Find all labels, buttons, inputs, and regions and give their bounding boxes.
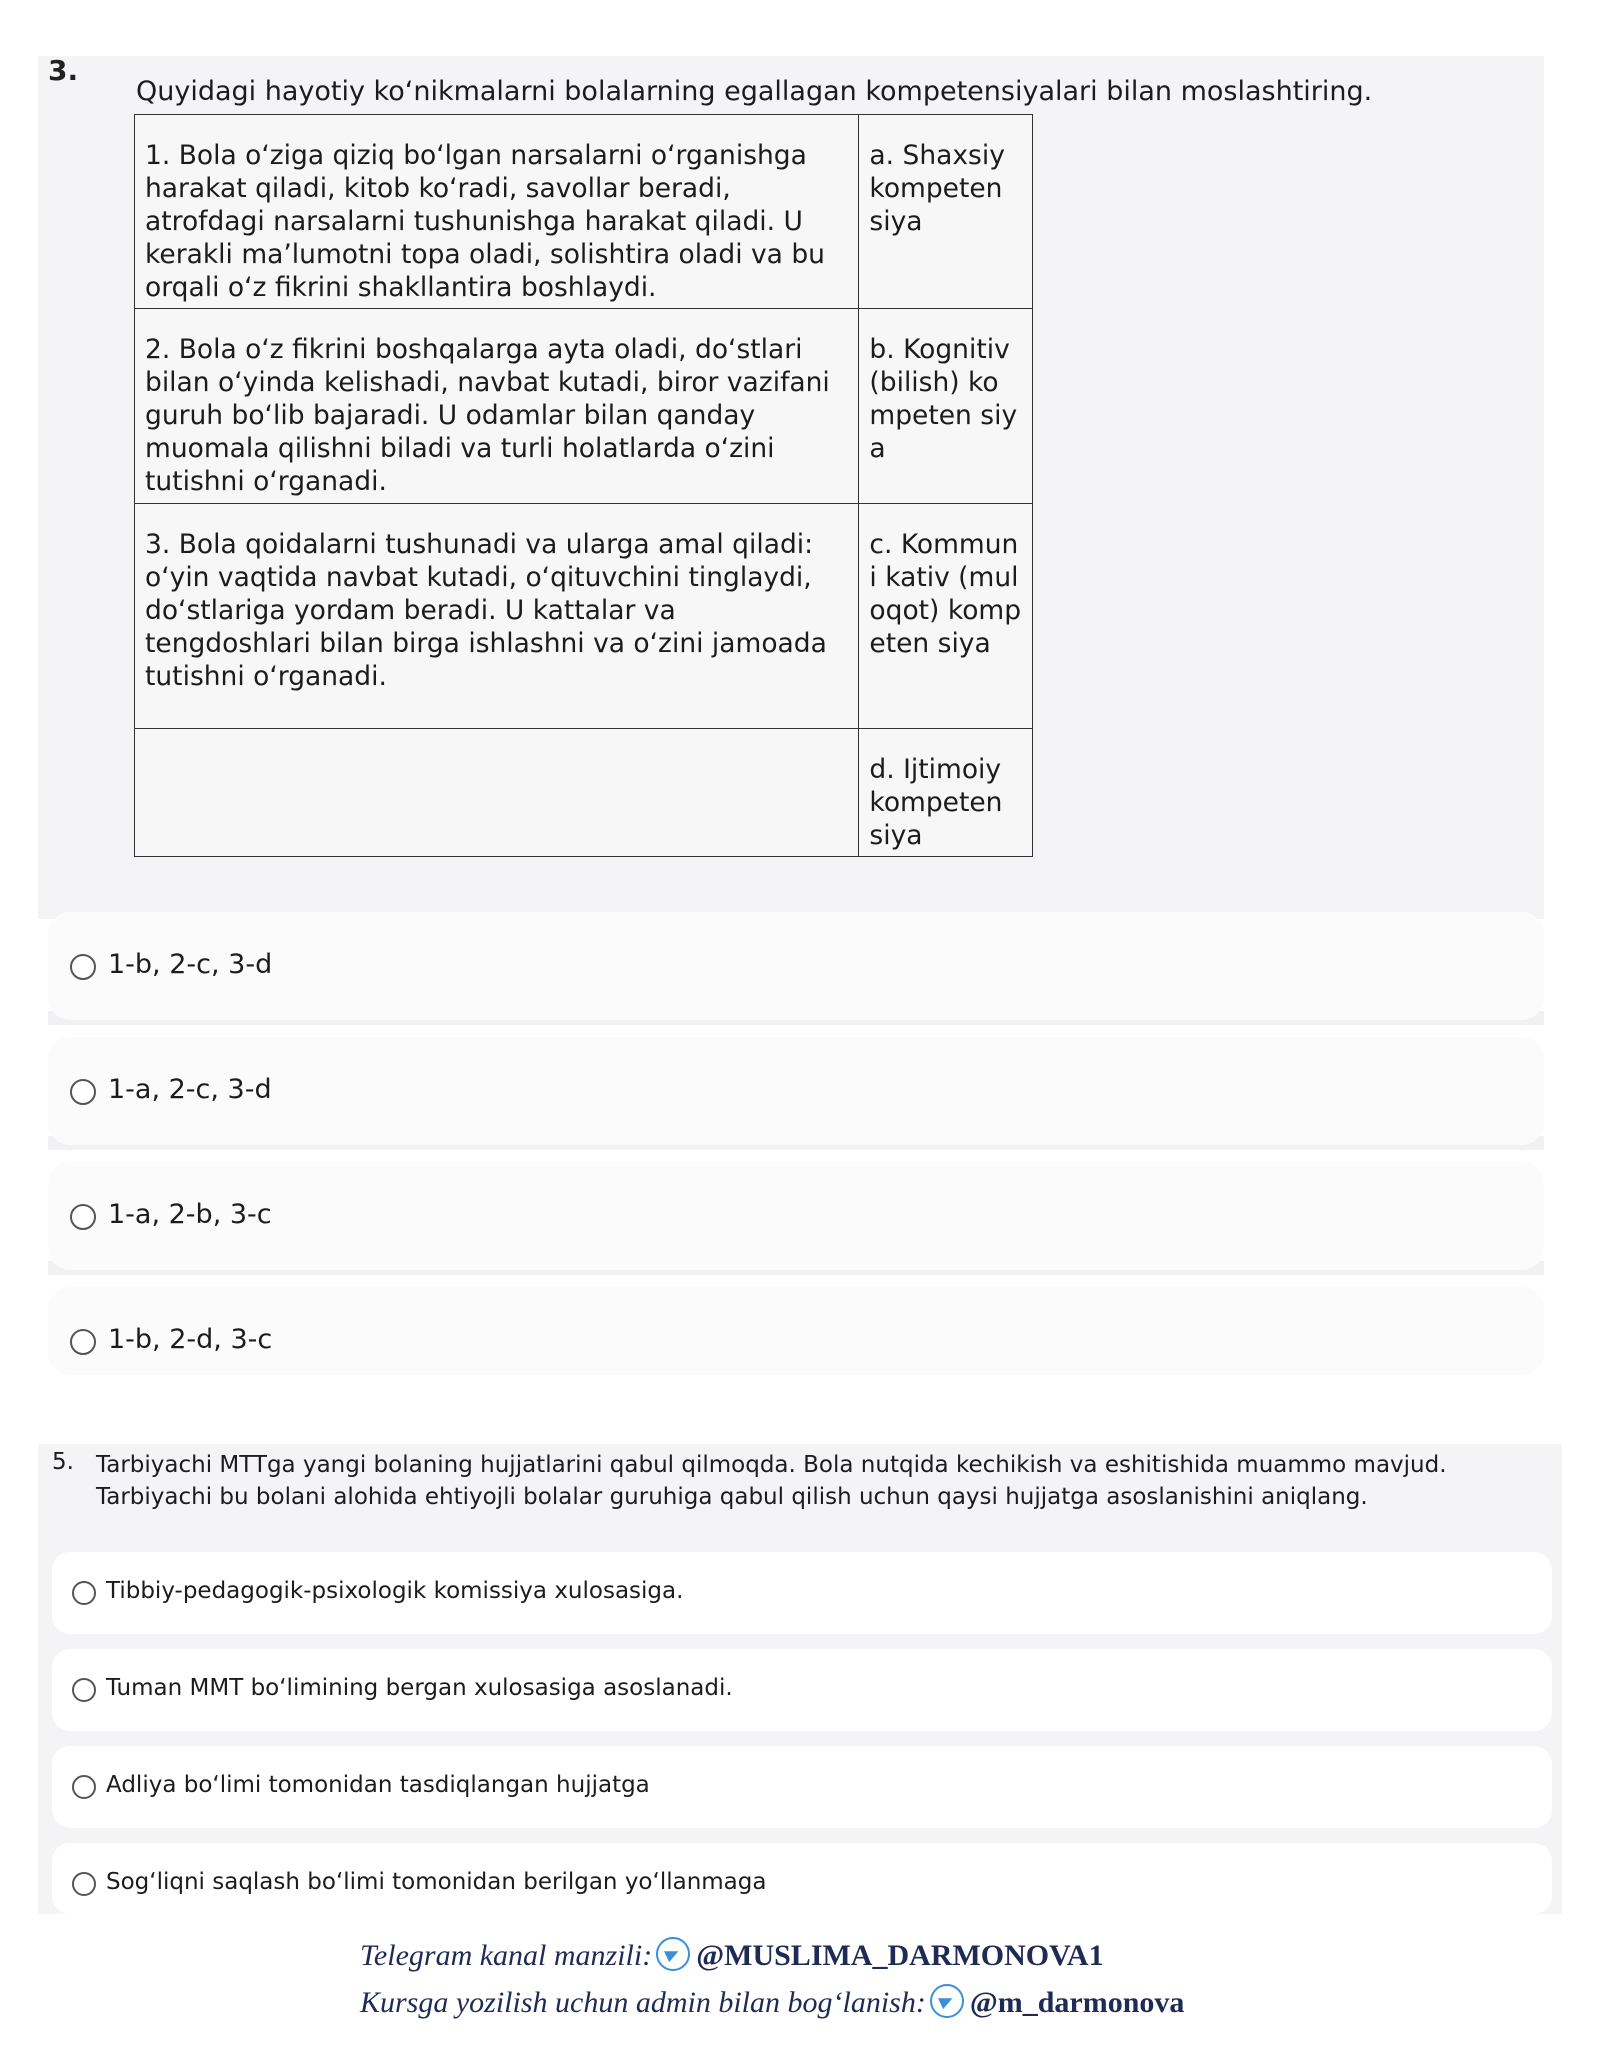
footer-admin-handle[interactable]: @m_darmonova bbox=[969, 1986, 1185, 2019]
option-label: Tuman MMT bo‘limining bergan xulosasiga asoslanadi. bbox=[106, 1675, 733, 1701]
footer-admin-line bbox=[360, 1984, 1184, 2020]
competency-cell: a. Shaxsiy kompeten siya bbox=[859, 115, 1033, 309]
answer-option[interactable] bbox=[48, 1162, 1544, 1270]
competency-cell: b. Kognitiv (bilish) kompeten siya bbox=[859, 309, 1033, 504]
skill-cell bbox=[135, 729, 859, 857]
radio-button[interactable] bbox=[72, 1581, 96, 1605]
question-number: 5. bbox=[52, 1449, 74, 1475]
skill-cell: 1. Bola o‘ziga qiziq bo‘lgan narsalarni o‘rganishga harakat qiladi, kitob ko‘radi, savollar beradi, atrofdagi narsalarni tushunishga harakat qiladi. U kerakli ma’lumotni topa oladi, solishtira oladi va bu orqali o‘z fikrini shakllantira boshlaydi. bbox=[135, 115, 859, 309]
footer-channel-label: Telegram kanal manzili: bbox=[360, 1939, 653, 1972]
radio-button[interactable] bbox=[70, 1079, 96, 1105]
answer-option[interactable] bbox=[52, 1746, 1552, 1828]
option-label: Tibbiy-pedagogik-psixologik komissiya xulosasiga. bbox=[106, 1578, 684, 1604]
option-label: 1-b, 2-c, 3-d bbox=[108, 949, 273, 980]
radio-button[interactable] bbox=[72, 1678, 96, 1702]
question-number: 3. bbox=[48, 54, 79, 87]
competency-cell: d. Ijtimoiy kompeten siya bbox=[859, 729, 1033, 857]
footer-channel-line bbox=[360, 1937, 1104, 1973]
competency-cell: c. Kommuni kativ (muloqot) kompeten siya bbox=[859, 504, 1033, 729]
table-row bbox=[135, 115, 1033, 309]
answer-option[interactable] bbox=[48, 1037, 1544, 1145]
answer-option[interactable] bbox=[48, 1287, 1544, 1375]
telegram-icon bbox=[656, 1937, 690, 1971]
option-label: 1-a, 2-b, 3-c bbox=[108, 1199, 272, 1230]
answer-option[interactable] bbox=[52, 1552, 1552, 1634]
footer-admin-label: Kursga yozilish uchun admin bilan bog‘lanish: bbox=[360, 1986, 926, 2019]
telegram-icon bbox=[930, 1984, 964, 2018]
answer-option[interactable] bbox=[52, 1843, 1552, 1914]
question-prompt: Tarbiyachi MTTga yangi bolaning hujjatlarini qabul qilmoqda. Bola nutqida kechikish va eshitishida muammo mavjud. Tarbiyachi bu bolani alohida ehtiyojli bolalar guruhiga qabul qilish uchun qaysi hujjatga asoslanishini aniqlang. bbox=[96, 1452, 1447, 1510]
question-prompt: Quyidagi hayotiy ko‘nikmalarni bolalarning egallagan kompetensiyalari bilan moslashtiring. bbox=[136, 76, 1373, 107]
answer-option[interactable] bbox=[52, 1649, 1552, 1731]
table-row bbox=[135, 309, 1033, 504]
option-label: Adliya bo‘limi tomonidan tasdiqlangan hujjatga bbox=[106, 1772, 650, 1798]
option-label: 1-a, 2-c, 3-d bbox=[108, 1074, 272, 1105]
table-row bbox=[135, 504, 1033, 729]
footer-channel-handle[interactable]: @MUSLIMA_DARMONOVA1 bbox=[696, 1939, 1104, 1972]
radio-button[interactable] bbox=[70, 1329, 96, 1355]
answer-option[interactable] bbox=[48, 912, 1544, 1020]
radio-button[interactable] bbox=[72, 1775, 96, 1799]
radio-button[interactable] bbox=[70, 954, 96, 980]
radio-button[interactable] bbox=[70, 1204, 96, 1230]
matching-table bbox=[134, 114, 1033, 857]
skill-cell: 2. Bola o‘z fikrini boshqalarga ayta oladi, do‘stlari bilan o‘yinda kelishadi, navbat kutadi, biror vazifani guruh bo‘lib bajaradi. U odamlar bilan qanday muomala qilishni biladi va turli holatlarda o‘zini tutishni o‘rganadi. bbox=[135, 309, 859, 504]
skill-cell: 3. Bola qoidalarni tushunadi va ularga amal qiladi: o‘yin vaqtida navbat kutadi, o‘qituvchini tinglaydi, do‘stlariga yordam beradi. U kattalar va tengdoshlari bilan birga ishlashni va o‘zini jamoada tutishni o‘rganadi. bbox=[135, 504, 859, 729]
option-label: 1-b, 2-d, 3-c bbox=[108, 1324, 273, 1355]
table-row bbox=[135, 729, 1033, 857]
radio-button[interactable] bbox=[72, 1872, 96, 1896]
option-label: Sog‘liqni saqlash bo‘limi tomonidan berilgan yo‘llanmaga bbox=[106, 1869, 767, 1895]
